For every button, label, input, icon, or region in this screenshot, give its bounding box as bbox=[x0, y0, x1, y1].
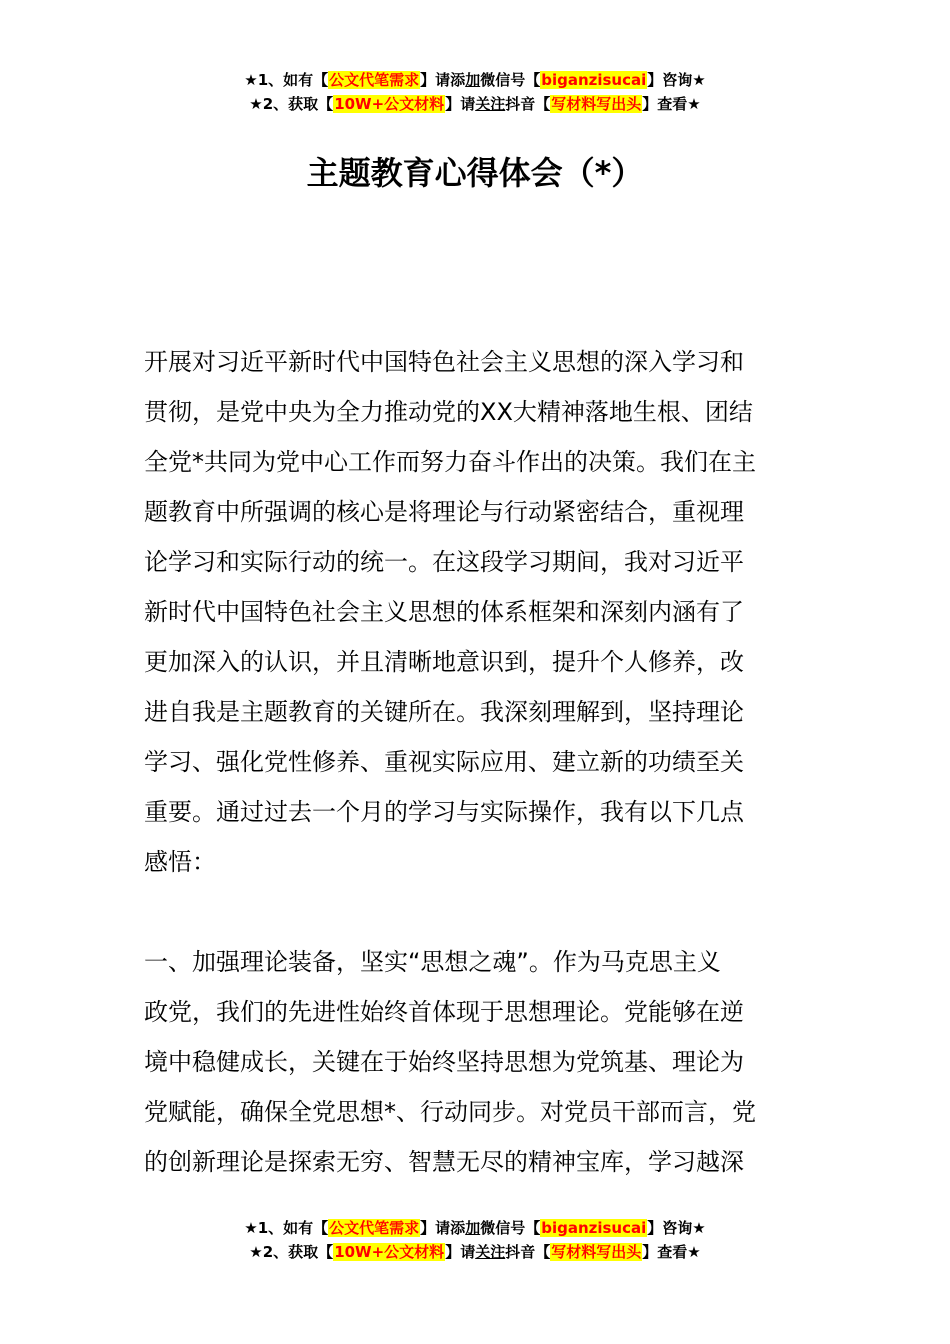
banner-text: 】请添 bbox=[420, 1219, 466, 1237]
underlined-text: 关注 bbox=[475, 1243, 506, 1261]
highlight-service: 公文代笔需求 bbox=[329, 71, 420, 89]
underlined-text: 加 bbox=[465, 71, 481, 89]
banner-text: ★1、如有【 bbox=[244, 71, 329, 89]
document-title: 主题教育心得体会（*） bbox=[306, 154, 644, 192]
highlight-douyin-account: 写材料写出头 bbox=[551, 1243, 642, 1261]
underlined-text: 加 bbox=[465, 1219, 481, 1237]
text-line: 进自我是主题教育的关键所在。我深刻理解到，坚持理论 bbox=[144, 698, 744, 726]
underlined-text: 关注 bbox=[475, 95, 506, 113]
text-line: 贯彻，是党中央为全力推动党的XX大精神落地生根、团结 bbox=[144, 398, 753, 426]
footer-banner bbox=[0, 1216, 950, 1264]
banner-text: 微信号【 bbox=[480, 71, 541, 89]
text-line: 全党*共同为党中心工作而努力奋斗作出的决策。我们在主 bbox=[144, 448, 756, 476]
banner-text: 】请 bbox=[445, 95, 476, 113]
text-line: 新时代中国特色社会主义思想的体系框架和深刻内涵有了 bbox=[144, 598, 744, 626]
banner-line-2 bbox=[0, 92, 950, 116]
banner-text: 】查看★ bbox=[642, 1243, 701, 1261]
highlight-materials: 10W+公文材料 bbox=[334, 95, 445, 113]
text-line: 学习、强化党性修养、重视实际应用、建立新的功绩至关 bbox=[144, 748, 744, 776]
banner-text: 】请添 bbox=[420, 71, 466, 89]
highlight-douyin-account: 写材料写出头 bbox=[551, 95, 642, 113]
text-line: 境中稳健成长，关键在于始终坚持思想为党筑基、理论为 bbox=[144, 1048, 744, 1076]
banner-line-1 bbox=[0, 1216, 950, 1240]
text-line: 重要。通过过去一个月的学习与实际操作，我有以下几点 bbox=[144, 798, 744, 826]
paragraph-intro bbox=[144, 337, 808, 887]
highlight-service: 公文代笔需求 bbox=[329, 1219, 420, 1237]
text-line: 一、加强理论装备，坚实“思想之魂”。作为马克思主义 bbox=[144, 948, 721, 976]
banner-line-1 bbox=[0, 68, 950, 92]
highlight-wechat-id: biganzisucai bbox=[541, 1219, 647, 1237]
text-line: 感悟： bbox=[144, 848, 216, 876]
header-banner bbox=[0, 68, 950, 116]
text-line: 论学习和实际行动的统一。在这段学习期间，我对习近平 bbox=[144, 548, 744, 576]
banner-text: 】咨询★ bbox=[647, 1219, 706, 1237]
banner-text: ★2、获取【 bbox=[249, 95, 334, 113]
banner-text: ★2、获取【 bbox=[249, 1243, 334, 1261]
banner-text: 抖音【 bbox=[505, 1243, 551, 1261]
text-line: 题教育中所强调的核心是将理论与行动紧密结合，重视理 bbox=[144, 498, 744, 526]
banner-text: 】咨询★ bbox=[647, 71, 706, 89]
banner-text: 抖音【 bbox=[505, 95, 551, 113]
paragraph-section-one bbox=[144, 937, 808, 1187]
banner-text: 微信号【 bbox=[480, 1219, 541, 1237]
banner-text: 】请 bbox=[445, 1243, 476, 1261]
text-line: 更加深入的认识，并且清晰地意识到，提升个人修养，改 bbox=[144, 648, 744, 676]
highlight-materials: 10W+公文材料 bbox=[334, 1243, 445, 1261]
banner-line-2 bbox=[0, 1240, 950, 1264]
text-line: 开展对习近平新时代中国特色社会主义思想的深入学习和 bbox=[144, 348, 744, 376]
text-line: 政党，我们的先进性始终首体现于思想理论。党能够在逆 bbox=[144, 998, 744, 1026]
banner-text: 】查看★ bbox=[642, 95, 701, 113]
banner-text: ★1、如有【 bbox=[244, 1219, 329, 1237]
text-line: 的创新理论是探索无穷、智慧无尽的精神宝库，学习越深 bbox=[144, 1148, 744, 1176]
text-line: 党赋能，确保全党思想*、行动同步。对党员干部而言，党 bbox=[144, 1098, 756, 1126]
highlight-wechat-id: biganzisucai bbox=[541, 71, 647, 89]
